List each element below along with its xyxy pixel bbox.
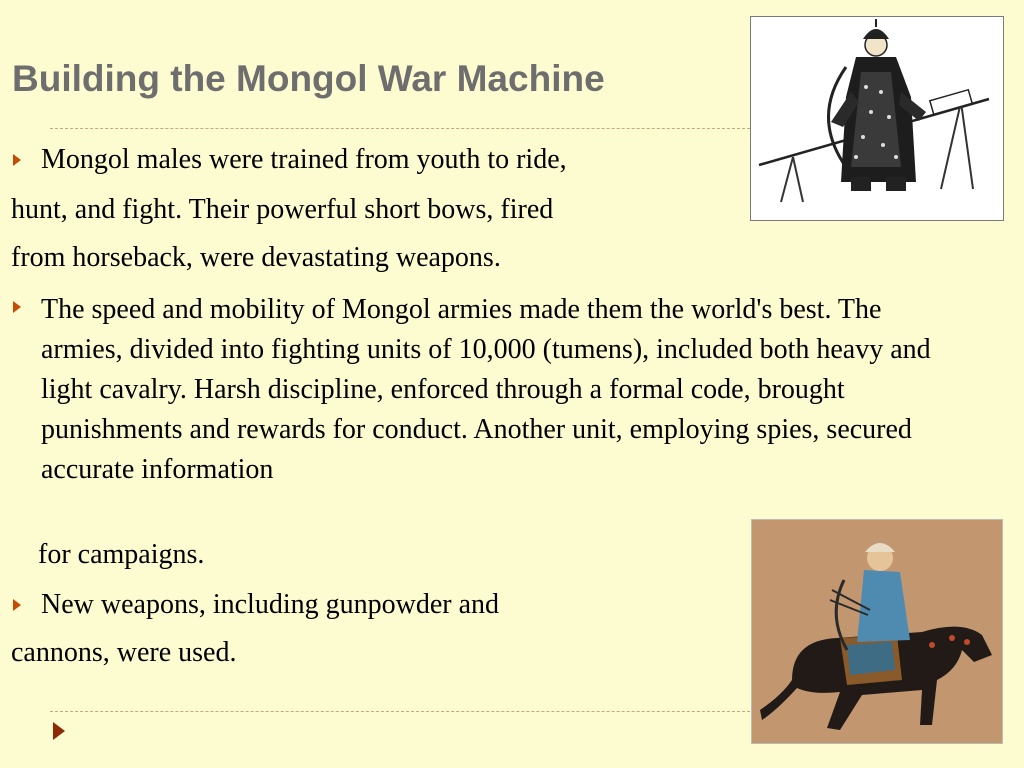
bullet-arrow-icon [13, 301, 21, 313]
footer-divider [50, 711, 750, 712]
mongol-archer-image [751, 519, 1003, 744]
bullet1-line1: Mongol males were trained from youth to ride, [41, 144, 567, 175]
warrior-crossbow-image [750, 16, 1004, 221]
bullet1-line2: hunt, and fight. Their powerful short bows, fired [11, 194, 554, 225]
title-divider [50, 128, 750, 129]
bullet1-line3: from horseback, were devastating weapons. [11, 242, 501, 273]
mongol-archer-painting [752, 520, 1002, 743]
slide-title: Building the Mongol War Machine [12, 58, 605, 99]
warrior-crossbow-drawing [751, 17, 1003, 220]
bullet3-line1: New weapons, including gunpowder and [41, 589, 500, 620]
footer-arrow-icon [53, 722, 65, 740]
bullet-arrow-icon [13, 154, 21, 166]
bullet-arrow-icon [13, 599, 21, 611]
bullet2-continuation: for campaigns. [38, 539, 205, 570]
bullet3-line2: cannons, were used. [11, 637, 237, 668]
bullet2-text: The speed and mobility of Mongol armies made them the world's best. The armies, divided into fighting units of 10,000 (tumens), included both heavy and light cavalry. Harsh discipline, enforced through a formal code, brought punishments and rewards for conduct. Another unit, employing spies, secured accurate information [41, 294, 931, 485]
